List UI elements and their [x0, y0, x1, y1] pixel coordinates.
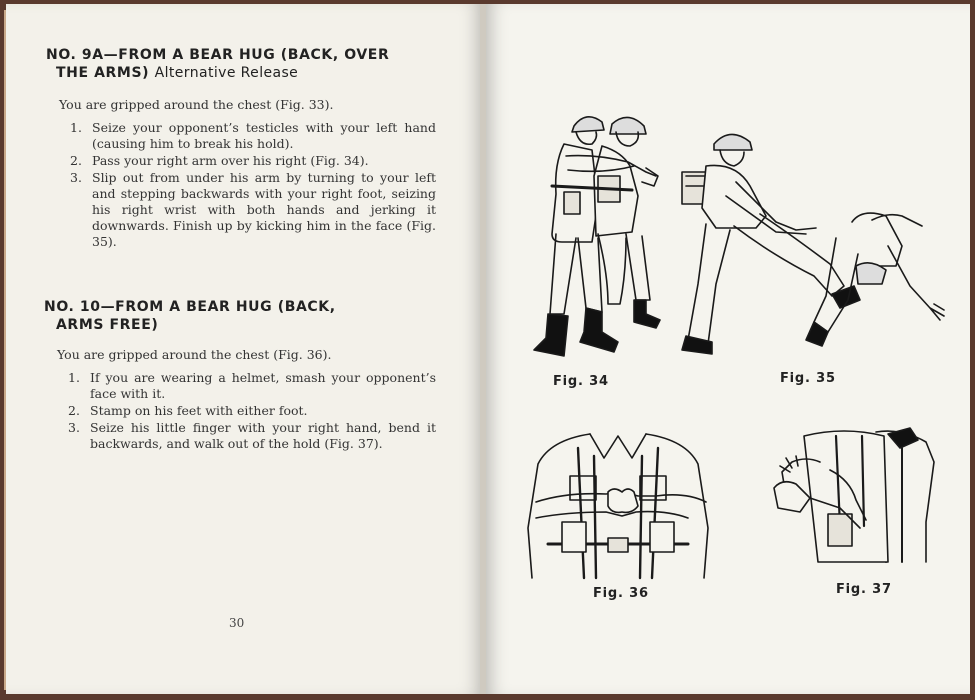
- fig-34-label: Fig. 34: [553, 374, 609, 389]
- fig-34-illustration: [516, 104, 666, 369]
- section-10-heading-line2: ARMS FREE): [56, 317, 159, 333]
- section-10-intro: You are gripped around the chest (Fig. 36).: [57, 347, 332, 362]
- fig-35-illustration: [676, 126, 946, 356]
- step-number: 1.: [70, 120, 82, 135]
- step-text: Pass your right arm over his right (Fig. 34).: [92, 153, 369, 168]
- fig-37-illustration: [770, 422, 945, 572]
- step-number: 3.: [70, 170, 82, 185]
- section-10-heading: [44, 298, 336, 334]
- section-9a-heading-line2: THE ARMS): [56, 65, 150, 81]
- step-text: Seize his little finger with your right hand, bend it backwards, and walk out of the hold (Fig. 37).: [90, 420, 436, 451]
- list-item: [70, 153, 436, 169]
- list-item: [68, 420, 436, 452]
- step-text: If you are wearing a helmet, smash your opponent’s face with it.: [90, 370, 436, 401]
- step-number: 2.: [70, 153, 82, 168]
- step-number: 2.: [68, 403, 80, 418]
- fig-37-label: Fig. 37: [836, 582, 892, 597]
- left-page: [6, 4, 482, 694]
- list-item: [70, 170, 436, 250]
- section-9a-steps: [70, 120, 436, 251]
- fig-35-label: Fig. 35: [780, 371, 836, 386]
- list-item: [70, 120, 436, 152]
- section-9a-heading: [46, 46, 389, 82]
- section-10-heading-line1: NO. 10—FROM A BEAR HUG (BACK,: [44, 299, 336, 315]
- step-text: Stamp on his feet with either foot.: [90, 403, 308, 418]
- page-number: 30: [229, 616, 245, 630]
- step-text: Seize your opponent’s testicles with your left hand (causing him to break his hold).: [92, 120, 436, 151]
- section-10-steps: [68, 370, 436, 453]
- step-number: 3.: [68, 420, 80, 435]
- list-item: [68, 370, 436, 402]
- step-number: 1.: [68, 370, 80, 385]
- fig-36-illustration: [528, 426, 708, 581]
- section-9a-heading-sub: Alternative Release: [154, 65, 299, 81]
- fig-36-label: Fig. 36: [593, 586, 649, 601]
- right-page: [486, 4, 970, 694]
- section-9a-intro: You are gripped around the chest (Fig. 33).: [59, 97, 334, 112]
- list-item: [68, 403, 436, 419]
- section-9a-heading-line1: NO. 9A—FROM A BEAR HUG (BACK, OVER: [46, 47, 390, 63]
- step-text: Slip out from under his arm by turning to your left and stepping backwards with your right foot, seizing his right wrist with both hands and jerking it downwards. Finish up by kicking him in the face (Fig. 35).: [92, 170, 436, 249]
